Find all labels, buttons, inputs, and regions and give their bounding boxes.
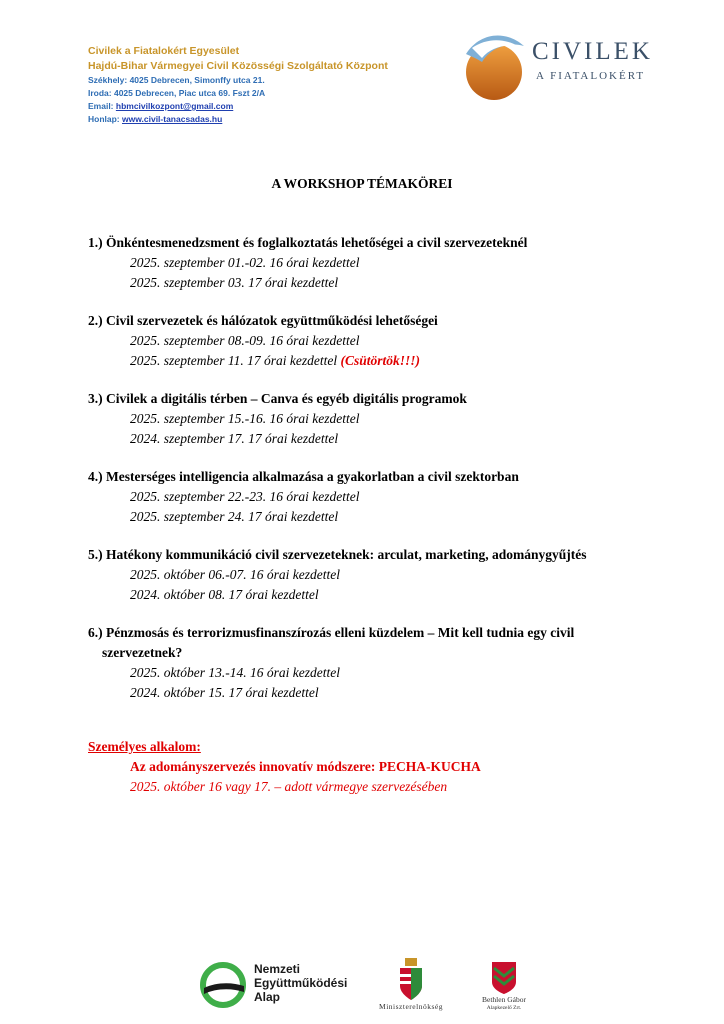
thursday-note: (Csütörtök!!!) (340, 353, 420, 368)
topic-title-continuation: szervezetnek? (102, 645, 183, 660)
topic-date: 2024. szeptember 17. 17 órai kezdettel (130, 431, 339, 446)
topic-date: 2025. szeptember 24. 17 órai kezdettel (130, 509, 339, 524)
topic-date: 2024. október 15. 17 órai kezdettel (130, 685, 319, 700)
topic-title: 2.) Civil szervezetek és hálózatok együttműködési lehetőségei (88, 313, 438, 328)
topic-list (88, 233, 636, 721)
topic-date-text: 2025. szeptember 11. 17 órai kezdettel (130, 353, 338, 368)
nea-line2: Együttműködési (254, 976, 348, 990)
topic-item (88, 311, 636, 371)
miniszterelnokseg-logo (366, 956, 456, 1020)
bethlen-name: Bethlen Gábor (482, 995, 526, 1004)
email-link[interactable]: hbmcivilkozpont@gmail.com (115, 101, 234, 111)
personal-subtitle: Az adományszervezés innovatív módszere: PECHA-KUCHA (130, 759, 481, 774)
nea-text (254, 962, 347, 1004)
web-line (88, 113, 388, 126)
personal-session (88, 737, 481, 797)
topic-title: 1.) Önkéntesmenedzsment és foglalkoztatás lehetőségei a civil szervezeteknél (88, 235, 528, 250)
coat-of-arms-icon (366, 956, 456, 1002)
logo-line2: A FIATALOKÉRT (536, 70, 646, 82)
org-name: Civilek a Fiatalokért Egyesület (88, 45, 240, 57)
topic-title: 4.) Mesterséges intelligencia alkalmazása a gyakorlatban a civil szektorban (88, 469, 519, 484)
topic-item (88, 233, 636, 293)
civilek-logo (462, 28, 662, 106)
personal-heading: Személyes alkalom: (88, 739, 201, 754)
office-address: Iroda: 4025 Debrecen, Piac utca 69. Fszt 2/A (88, 88, 266, 98)
nea-line3: Alap (254, 990, 281, 1004)
topic-title (88, 623, 636, 663)
nea-line1: Nemzeti (254, 962, 301, 976)
topic-date: 2025. október 06.-07. 16 órai kezdettel (130, 567, 340, 582)
page-title: A WORKSHOP TÉMAKÖREI (271, 176, 453, 191)
nea-logo-icon (198, 960, 248, 1010)
logo-line1: CIVILEK (532, 38, 653, 65)
sponsor-footer (0, 952, 724, 1022)
topic-date: 2025. október 13.-14. 16 órai kezdettel (130, 665, 340, 680)
email-line (88, 100, 388, 113)
topic-item (88, 389, 636, 449)
topic-title-text: 6.) Pénzmosás és terrorizmusfinanszírozás elleni küzdelem – Mit kell tudnia egy civil (88, 625, 575, 640)
bethlen-crest-icon (472, 956, 536, 996)
topic-item (88, 545, 636, 605)
bethlen-logo (472, 956, 536, 1020)
bethlen-subtext: Alapkezelő Zrt. (486, 1005, 522, 1011)
topic-date: 2025. szeptember 22.-23. 16 órai kezdettel (130, 489, 360, 504)
topic-title: 3.) Civilek a digitális térben – Canva és egyéb digitális programok (88, 391, 467, 406)
web-link[interactable]: www.civil-tanacsadas.hu (122, 114, 223, 124)
bethlen-text (472, 996, 536, 1012)
email-label: Email: (88, 101, 116, 111)
nea-logo (198, 960, 378, 1010)
topic-date: 2025. szeptember 01.-02. 16 órai kezdettel (130, 255, 360, 270)
web-label: Honlap: (88, 114, 122, 124)
topic-title: 5.) Hatékony kommunikáció civil szervezeteknek: arculat, marketing, adománygyűjtés (88, 547, 587, 562)
topic-date: 2025. szeptember 15.-16. 16 órai kezdettel (130, 411, 360, 426)
miniszterelnokseg-text: Miniszterelnökség (379, 1002, 443, 1011)
personal-date: 2025. október 16 vagy 17. – adott vármegye szervezésében (130, 779, 448, 794)
topic-item (88, 623, 636, 703)
topic-date: 2025. szeptember 03. 17 órai kezdettel (130, 275, 339, 290)
letterhead (88, 44, 388, 126)
topic-item (88, 467, 636, 527)
topic-date: 2025. szeptember 08.-09. 16 órai kezdettel (130, 333, 360, 348)
org-subtitle: Hajdú-Bihar Vármegyei Civil Közösségi Szolgáltató Központ (88, 60, 388, 72)
seat-address: Székhely: 4025 Debrecen, Simonffy utca 21. (88, 75, 265, 85)
civilek-logo-icon (462, 28, 526, 106)
topic-date: 2024. október 08. 17 órai kezdettel (130, 587, 319, 602)
topic-date-with-note (88, 351, 636, 371)
